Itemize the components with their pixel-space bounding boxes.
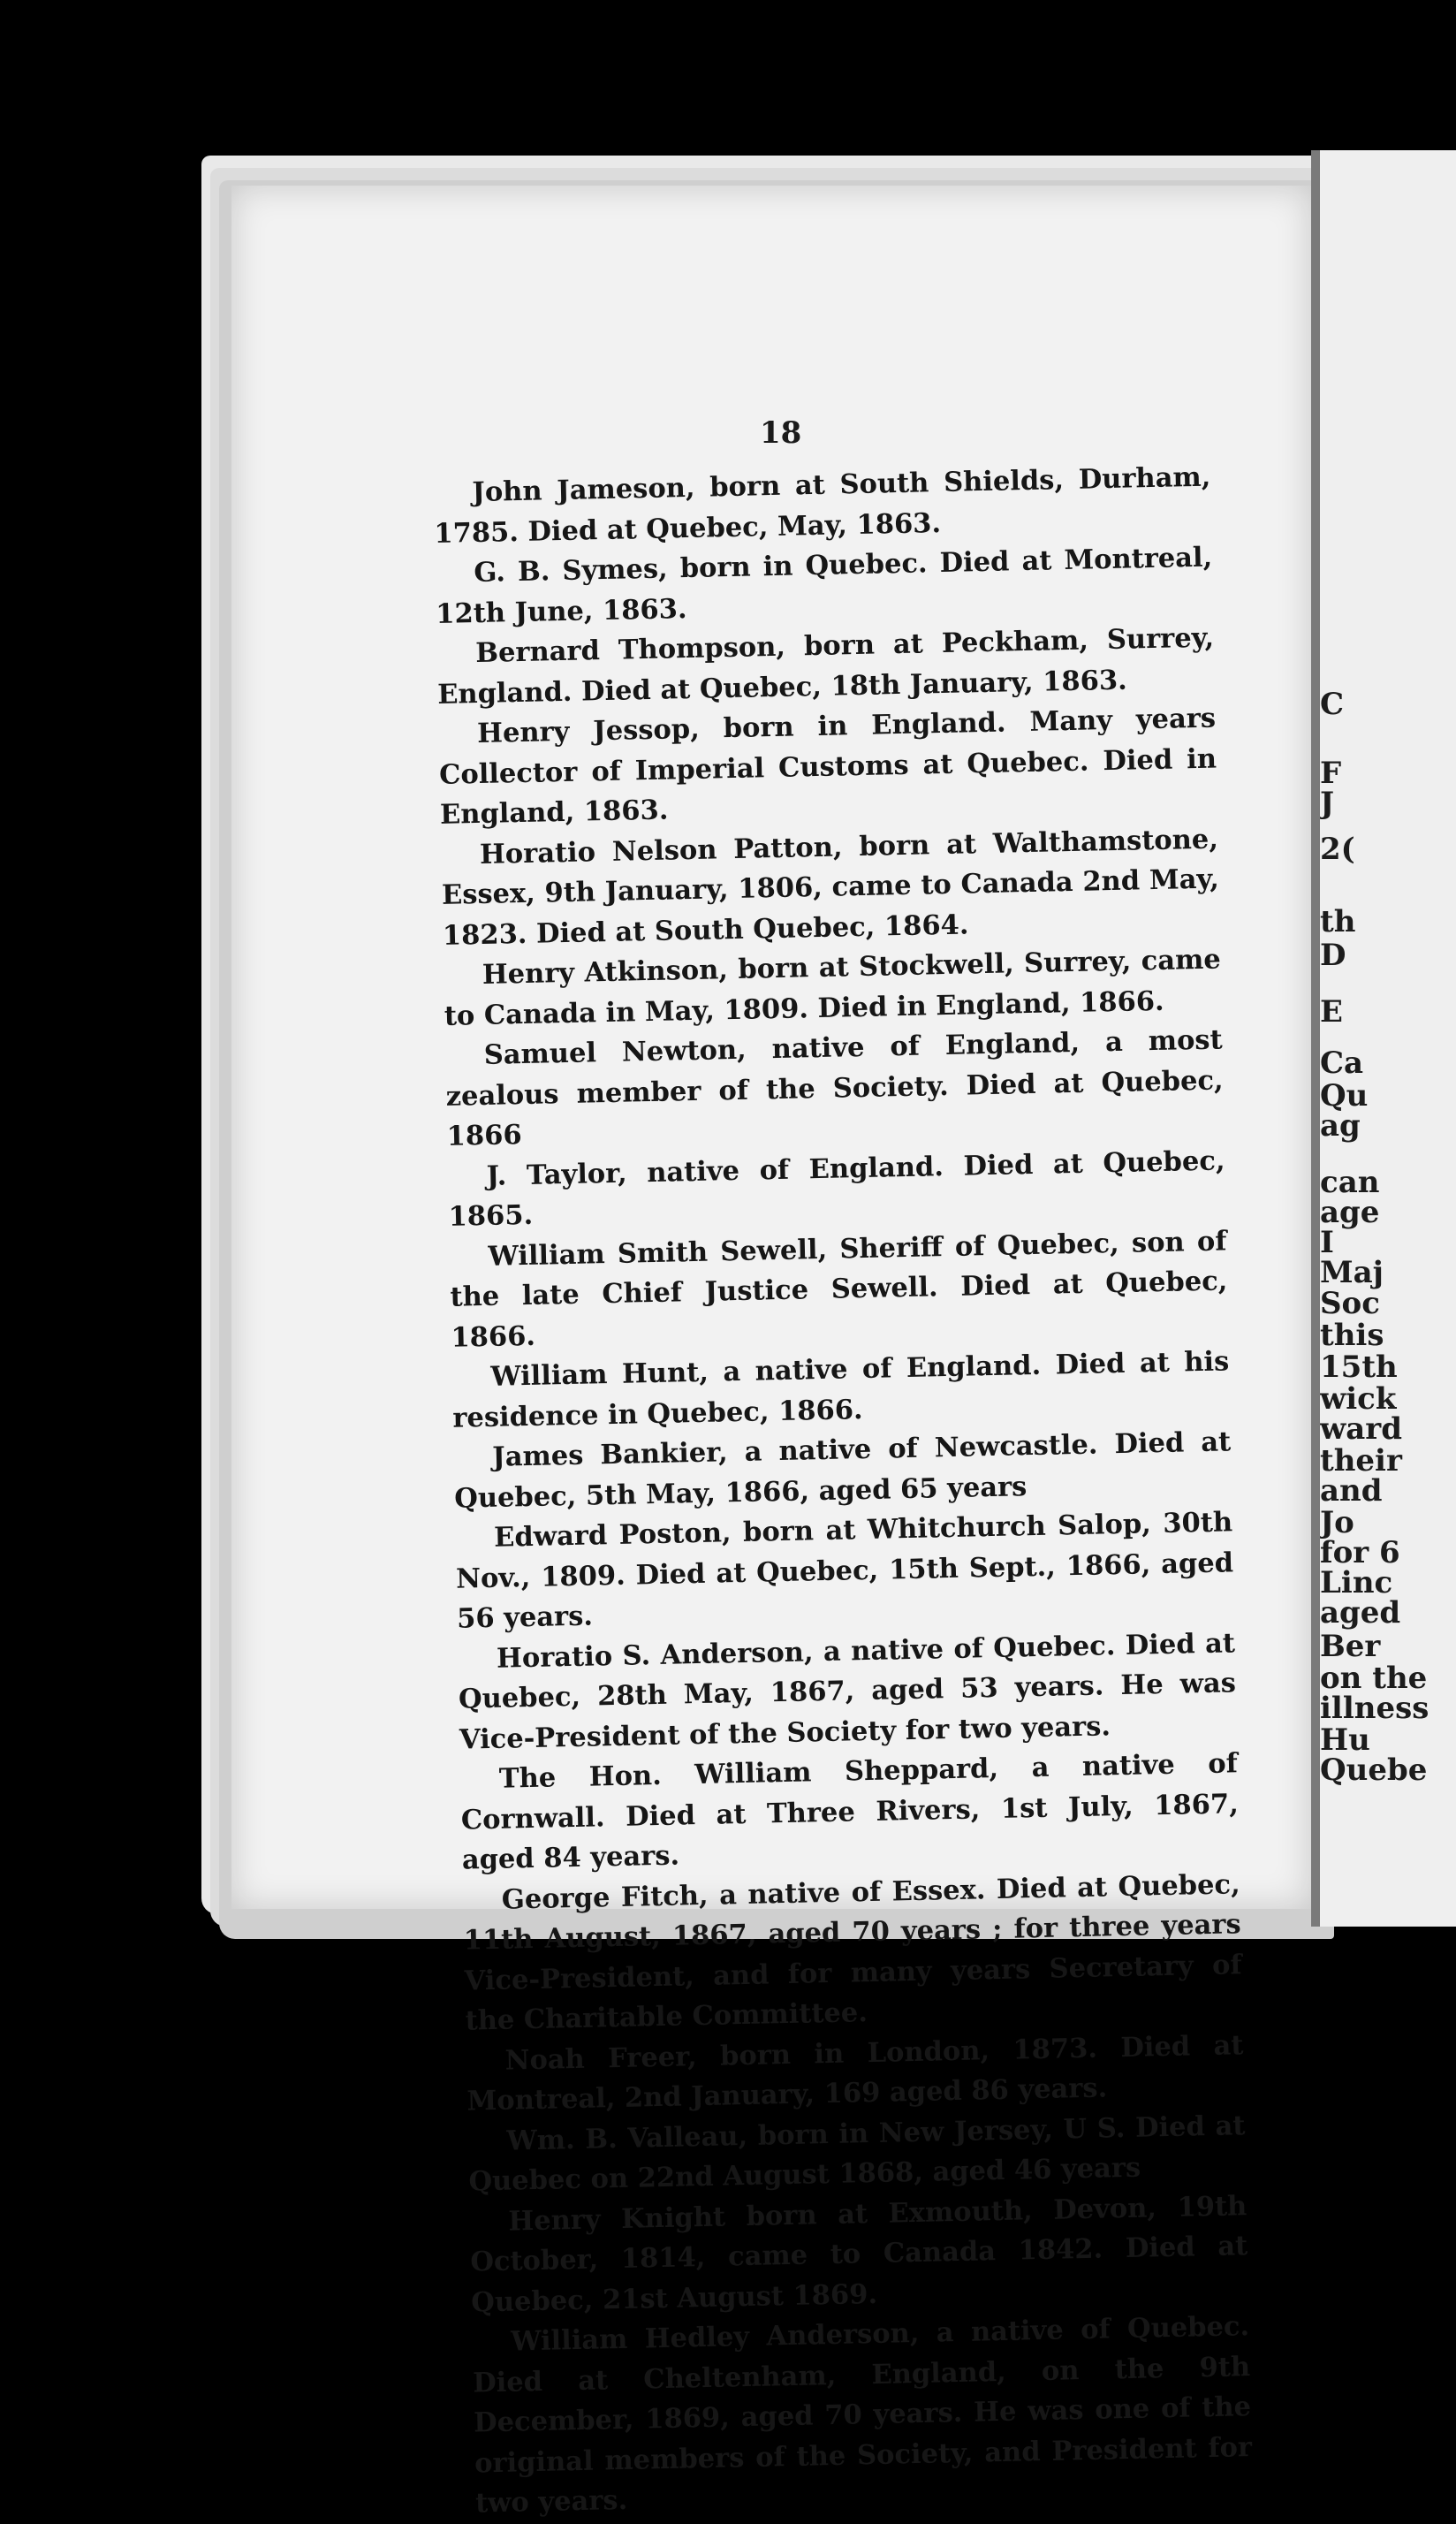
- page-number: 18: [760, 415, 802, 451]
- facing-page-fragment: Quebe: [1320, 1752, 1428, 1788]
- obituary-entry: The Hon. William Sheppard, a native of Cornwall. Died at Three Rivers, 1st July, 1867, aged 84 years.: [460, 1747, 1240, 1876]
- obituary-entry: George Fitch, a native of Essex. Died at Quebec, 11th August, 1867, aged 70 years ; for three years Vice-President, and for many years Secretary of the Charitable Committee.: [463, 1867, 1242, 2037]
- facing-page-fragment: ag: [1320, 1108, 1361, 1144]
- facing-page-fragment: their: [1320, 1443, 1402, 1479]
- facing-page-fragment: E: [1320, 994, 1343, 1030]
- facing-page-fragment: wick: [1320, 1381, 1397, 1417]
- facing-page-fragment: F: [1320, 756, 1342, 791]
- facing-page-fragment: C: [1320, 687, 1345, 722]
- obituary-entry: Wm. B. Valleau, born in New Jersey, U S. Died at Quebec on 22nd August 1868, aged 46 years: [468, 2109, 1246, 2198]
- facing-page-fragment: aged: [1320, 1595, 1401, 1631]
- obituary-entry: Edward Poston, born at Whitchurch Salop, 30th Nov., 1809. Died at Quebec, 15th Sept., 1866, aged 56 years.: [455, 1506, 1234, 1635]
- facing-page-fragment: Qu: [1320, 1078, 1369, 1114]
- obituary-entry: William Hedley Anderson, a native of Quebec. Died at Cheltenham, England, on the 9th December, 1869, aged 70 years. He was one of the original members of the Society, and President for two years.: [472, 2310, 1253, 2520]
- facing-page-fragment: this: [1320, 1318, 1384, 1353]
- facing-page-fragment: Soc: [1320, 1286, 1380, 1321]
- obituary-entry: Henry Jessop, born in England. Many years Collector of Imperial Customs at Quebec. Died in England, 1863.: [438, 702, 1217, 831]
- facing-page-fragment: Ber: [1320, 1629, 1381, 1664]
- facing-page-fragment: th: [1320, 904, 1356, 939]
- facing-page-fragment: can: [1320, 1165, 1380, 1200]
- facing-page-fragment: Ca: [1320, 1045, 1364, 1081]
- obituary-entry: Bernard Thompson, born at Peckham, Surrey, England. Died at Quebec, 18th January, 1863.: [436, 621, 1215, 711]
- facing-page: [1320, 150, 1456, 1927]
- obituary-entry: William Smith Sewell, Sheriff of Quebec, son of the late Chief Justice Sewell. Died at Quebec, 1866.: [450, 1224, 1228, 1354]
- obituary-entry: Henry Knight born at Exmouth, Devon, 19th October, 1814, came to Canada 1842. Died at Quebec, 21st August 1869.: [470, 2189, 1248, 2319]
- obituary-entry: J. Taylor, native of England. Died at Quebec, 1865.: [448, 1144, 1225, 1233]
- obituary-entry: William Hunt, a native of England. Died at his residence in Quebec, 1866.: [452, 1345, 1230, 1434]
- obituary-entry: Noah Freer, born in London, 1873. Died at Montreal, 2nd January, 169 aged 86 years.: [466, 2028, 1244, 2117]
- obituary-entry: Samuel Newton, native of England, a most zealous member of the Society. Died at Quebec, 1866: [445, 1023, 1224, 1152]
- page-gutter: [1311, 150, 1320, 1927]
- facing-page-fragment: ward: [1320, 1411, 1402, 1447]
- facing-page-fragment: illness: [1320, 1691, 1429, 1726]
- facing-page-fragment: 2(: [1320, 832, 1355, 867]
- obituary-entry: James Bankier, a native of Newcastle. Died at Quebec, 5th May, 1866, aged 65 years: [453, 1425, 1232, 1515]
- facing-page-fragment: Jo: [1320, 1505, 1354, 1540]
- obituary-entry: G. B. Symes, born in Quebec. Died at Montreal, 12th June, 1863.: [435, 541, 1213, 630]
- facing-page-fragment: D: [1320, 938, 1346, 973]
- facing-page-fragment: I: [1320, 1225, 1334, 1260]
- obituary-entry: Horatio Nelson Patton, born at Walthamstone, Essex, 9th January, 1806, came to Canada 2nd May, 1823. Died at South Quebec, 1864.: [441, 822, 1220, 952]
- facing-page-fragment: for 6: [1320, 1535, 1400, 1570]
- facing-page-fragment: and: [1320, 1473, 1383, 1509]
- facing-page-fragment: Maj: [1320, 1255, 1384, 1290]
- facing-page-fragment: on the: [1320, 1661, 1428, 1696]
- facing-page-fragment: Linc: [1320, 1565, 1393, 1600]
- facing-page-fragment: Hu: [1320, 1722, 1370, 1758]
- facing-page-fragment: age: [1320, 1195, 1380, 1230]
- obituary-entry: John Jameson, born at South Shields, Durham, 1785. Died at Quebec, May, 1863.: [434, 460, 1211, 550]
- obituary-entry: Henry Atkinson, born at Stockwell, Surrey, came to Canada in May, 1809. Died in England, 1866.: [444, 943, 1222, 1032]
- facing-page-fragment: J: [1320, 786, 1335, 821]
- obituary-entry: Horatio S. Anderson, a native of Quebec. Died at Quebec, 28th May, 1867, aged 53 years. He was Vice-President of the Society for two years.: [458, 1626, 1237, 1756]
- obituary-list: [433, 458, 1253, 2524]
- facing-page-fragment: 15th: [1320, 1349, 1398, 1385]
